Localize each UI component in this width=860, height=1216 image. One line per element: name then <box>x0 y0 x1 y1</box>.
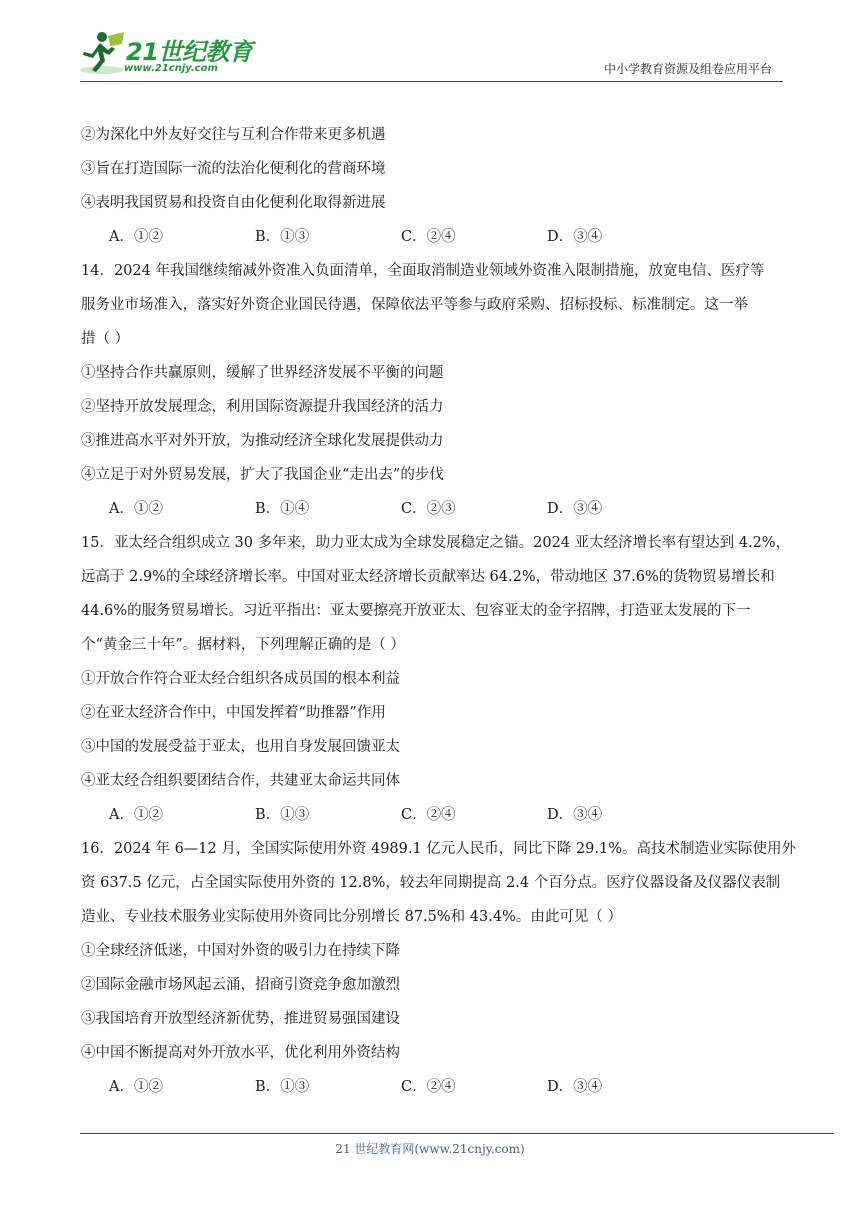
text-line: ④中国不断提高对外开放水平，优化利用外资结构 <box>81 1045 400 1061</box>
text-line: ②为深化中外友好交往与互利合作带来更多机遇 <box>81 127 386 143</box>
footer-divider <box>80 1133 834 1134</box>
answer-option: D．③④ <box>547 807 603 823</box>
text-line: ④亚太经合组织要团结合作，共建亚太命运共同体 <box>81 773 400 789</box>
answer-option: B．①③ <box>255 229 310 245</box>
text-line: 服务业市场准入，落实好外资企业国民待遇，保障依法平等参与政府采购、招标投标、标准制定。这一举 <box>81 297 748 313</box>
page-header <box>0 0 860 90</box>
answer-options <box>81 220 781 254</box>
text-line: 远高于 2.9%的全球经济增长率。中国对亚太经济增长贡献率达 64.2%，带动地区 37.6%的货物贸易增长和 <box>81 569 775 585</box>
answer-options <box>81 492 781 526</box>
text-line: 造业、专业技术服务业实际使用外资同比分别增长 87.5%和 43.4%。由此可见（ ） <box>81 909 622 925</box>
text-line: 措（ ） <box>81 331 130 347</box>
answer-option: C．②④ <box>401 807 456 823</box>
answer-option: D．③④ <box>547 229 603 245</box>
text-line: 16．2024 年 6—12 月，全国实际使用外资 4989.1 亿元人民币，同比下降 29.1%。高技术制造业实际使用外 <box>81 841 796 857</box>
exam-content <box>81 118 796 1104</box>
text-line: ②国际金融市场风起云涌，招商引资竞争愈加激烈 <box>81 977 400 993</box>
runner-logo-icon <box>78 30 126 76</box>
answer-option: C．②④ <box>401 1079 456 1095</box>
platform-name: 中小学教育资源及组卷应用平台 <box>603 62 772 76</box>
header-divider <box>80 81 783 82</box>
text-line: ③旨在打造国际一流的法治化便利化的营商环境 <box>81 161 386 177</box>
text-line: 个“黄金三十年”。据材料，下列理解正确的是（ ） <box>81 637 405 653</box>
text-line: ③中国的发展受益于亚太，也用自身发展回馈亚太 <box>81 739 400 755</box>
answer-option: A．①② <box>109 501 163 517</box>
answer-option: B．①③ <box>255 1079 310 1095</box>
text-line: ④立足于对外贸易发展，扩大了我国企业“走出去”的步伐 <box>81 467 444 483</box>
footer-text: 21 世纪教育网(www.21cnjy.com) <box>335 1142 525 1156</box>
answer-option: B．①③ <box>255 807 310 823</box>
text-line: 44.6%的服务贸易增长。习近平指出：亚太要擦亮开放亚太、包容亚太的金字招牌，打造亚太发展的下一 <box>81 603 751 619</box>
text-line: ②坚持开放发展理念，利用国际资源提升我国经济的活力 <box>81 399 444 415</box>
answer-option: D．③④ <box>547 1079 603 1095</box>
answer-option: A．①② <box>109 807 163 823</box>
answer-options <box>81 798 781 832</box>
answer-option: D．③④ <box>547 501 603 517</box>
text-line: ①全球经济低迷，中国对外资的吸引力在持续下降 <box>81 943 400 959</box>
answer-option: A．①② <box>109 229 163 245</box>
text-line: 资 637.5 亿元，占全国实际使用外资的 12.8%，较去年同期提高 2.4 个百分点。医疗仪器设备及仪器仪表制 <box>81 875 781 891</box>
answer-option: B．①④ <box>255 501 310 517</box>
answer-options <box>81 1070 781 1104</box>
text-line: 14．2024 年我国继续缩减外资准入负面清单，全面取消制造业领域外资准入限制措施，放宽电信、医疗等 <box>81 263 765 279</box>
text-line: ④表明我国贸易和投资自由化便利化取得新进展 <box>81 195 386 211</box>
text-line: ③推进高水平对外开放，为推动经济全球化发展提供动力 <box>81 433 444 449</box>
site-logo <box>78 30 258 80</box>
text-line: 15．亚太经合组织成立 30 多年来，助力亚太成为全球发展稳定之锚。2024 亚太经济增长率有望达到 4.2%， <box>81 535 791 551</box>
text-line: ①坚持合作共赢原则，缓解了世界经济发展不平衡的问题 <box>81 365 444 381</box>
answer-option: C．②③ <box>401 501 456 517</box>
text-line: ②在亚太经济合作中，中国发挥着“助推器”作用 <box>81 705 386 721</box>
answer-option: A．①② <box>109 1079 163 1095</box>
text-line: ①开放合作符合亚太经合组织各成员国的根本利益 <box>81 671 400 687</box>
logo-url: www.21cnjy.com <box>124 63 218 74</box>
logo-text: 21世纪教育 <box>126 38 253 66</box>
text-line: ③我国培育开放型经济新优势，推进贸易强国建设 <box>81 1011 400 1027</box>
answer-option: C．②④ <box>401 229 456 245</box>
